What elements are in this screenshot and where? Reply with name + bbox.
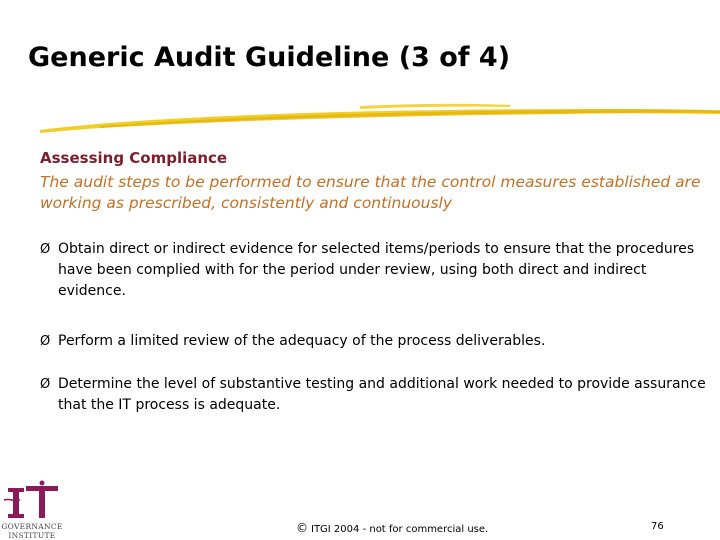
footer-copyright [296, 521, 488, 535]
it-mark-icon [0, 480, 66, 522]
section-subheading: Assessing Compliance [40, 149, 228, 167]
bullet-text: Determine the level of substantive testing and additional work needed to provide assurance that the IT process is adequate. [58, 376, 706, 413]
bullet-item [40, 331, 710, 352]
slide-title: Generic Audit Guideline (3 of 4) [28, 42, 511, 73]
footer-text: ITGI 2004 - not for commercial use. [311, 524, 489, 535]
logo-line-institute: INSTITUTE [8, 531, 56, 540]
bullet-arrow-icon: Ø [40, 377, 51, 392]
itgi-logo [0, 480, 66, 540]
bullet-text: Obtain direct or indirect evidence for selected items/periods to ensure that the procedures have been complied with for the period under review, using both direct and indirect evidence. [58, 241, 695, 299]
intro-text: The audit steps to be performed to ensure that the control measures established are working as prescribed, consistently and continuously [40, 173, 701, 212]
logo-line-governance: GOVERNANCE [1, 522, 63, 531]
bullet-arrow-icon: Ø [40, 334, 51, 349]
bullet-text: Perform a limited review of the adequacy of the process deliverables. [58, 333, 546, 349]
page-number: 76 [651, 521, 664, 532]
title-underline-brushstroke [40, 100, 720, 136]
bullet-item [40, 239, 710, 302]
copyright-symbol: © [296, 521, 308, 535]
bullet-item [40, 374, 710, 416]
bullet-arrow-icon: Ø [40, 242, 51, 257]
